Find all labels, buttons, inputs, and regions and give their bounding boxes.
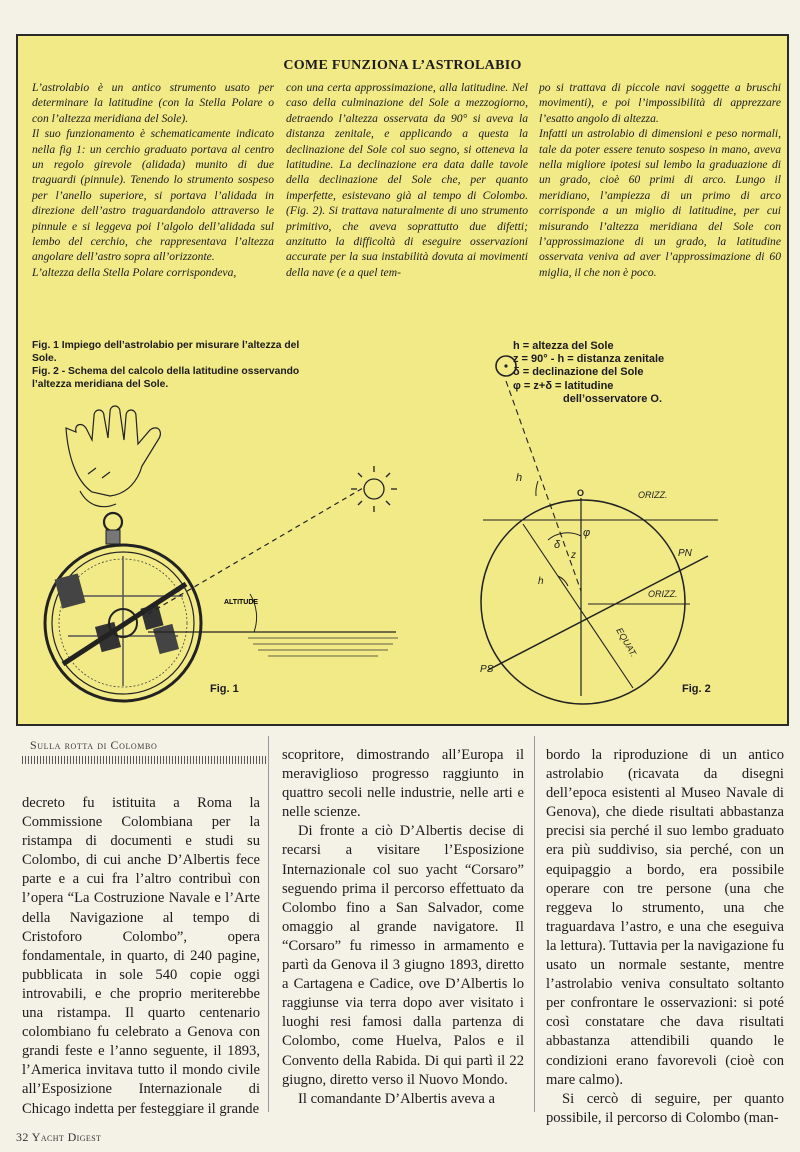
article-column-3 (546, 746, 784, 1128)
sight-line (148, 488, 363, 614)
section-rule (22, 756, 266, 764)
article-paragraph: scopritore, dimostrando all’Europa il meraviglioso progresso raggiunto in quattro secoli nelle industrie, nelle arti e nelle scienze. (282, 747, 524, 821)
fig2-ps: PS (480, 664, 494, 675)
axis-line (523, 524, 633, 688)
ring-shackle (106, 530, 120, 544)
article-column-2 (282, 746, 524, 1109)
fig2-o: O (577, 488, 585, 498)
fig2-orizz-mid: ORIZZ. (648, 589, 678, 599)
article-paragraph: Il comandante D’Albertis aveva a (298, 1090, 495, 1107)
box-paragraph: po si trattava di piccole navi soggette a bruschi movimenti), e poi l’impossibilità di apprezzare l’esatto angolo di altezza. (539, 81, 781, 125)
article-column-1 (22, 794, 260, 1119)
legend-h: h = altezza del Sole (513, 340, 614, 352)
sun-icon (351, 466, 397, 512)
article-paragraph: decreto fu istituita a Roma la Commissione Colombiana per la ristampa di documenti e studi su Colombo, di cui anche D’Albertis fece parte e a cui fra l’altro contribuì con l’opera “La Costruzione Navale e l’Arte della Navigazione al tempo di Cristoforo Colombo”, opera fondamentale, in quarto, di 240 pagine, pubblicata in sole 540 copie oggi introvabili, e che proprio meriterebbe una ristampa. Il quarto centenario colombiano fu celebrato a Genova con grandi feste e l’anno seguente, il 1893, l’America invitava tutto il mondo civile all’Esposizione Internazionale di Chicago indetta per festeggiare il grande (22, 795, 260, 1117)
article-paragraph: bordo la riproduzione di un antico astrolabio (ricavata da disegni dell’epoca esistenti al Museo Navale di Genova), che diede risultati abbastanza precisi sia perché il suo lembo graduato era più suddiviso, sia perché, con un equipaggio a bordo, era possibile operare con tre persone (una che reggeva lo strumento, una che traguardava l’astro, e una che eseguiva la lettura). Tuttavia per la navigazione fu usato un normale sestante, mentre l’astrolabio veniva consultato soltanto per confrontare le osservazioni: si poté così constatare che dava risultati abbastanza attendibili quando le condizioni erano favorevoli (cioè con mare calmo). (546, 747, 784, 1088)
column-separator (534, 736, 535, 1112)
box-paragraph: L’altezza della Stella Polare corrispondeva, (32, 265, 237, 279)
legend-z: z = 90° - h = distanza zenitale (513, 353, 665, 366)
box-paragraph: Il suo funzionamento è schematicamente indicato nella fig 1: un cerchio graduato portava al centro un regolo girevole (alidada) munito di due traguardi (pinnule). Tenendo lo strumento sospeso per l’anello superiore, si portava l’alidada in direzione dell’astro traguardandolo attraverso le pinnule e si leggeva poi l’algolo dell’alidada sul lembo del cerchio, che rappresentava l’altezza angolare dell’astro sopra all’orizzonte. (32, 127, 274, 264)
box-title: COME FUNZIONA L’ASTROLABIO (283, 58, 522, 73)
sea-waves (248, 638, 398, 656)
fig2-z: z (571, 550, 576, 561)
suspension-ring (104, 513, 122, 531)
astrolabe-icon (45, 545, 201, 701)
page-footer: 32 Yacht Digest (16, 1130, 102, 1144)
fig2-h-mid: h (538, 576, 544, 587)
fig2-h-top: h (516, 472, 523, 484)
article-paragraph: Di fronte a ciò D’Albertis decise di recarsi a visitare l’Esposizione Internazionale col suo yacht “Corsaro” seguendo prima il percorso effettuato da Colombo fino a San Salvador, come omaggio al grande navigatore. Il “Corsaro” fu rimesso in armamento e partì da Genova il 3 giugno 1893, diretto a Cartagena e Cadice, ove D’Albertis lo raggiunse via terra dopo aver visitato i luoghi resi famosi dalla partenza di Colombo, come Huelva, Palos e il Convento della Rabida. Di qui partì il 22 giugno, diretto verso il Nuovo Mondo. (282, 823, 524, 1088)
column-separator (268, 736, 269, 1112)
fig2-equat: EQUAT. (614, 626, 639, 659)
legend-delta: δ = declinazione del Sole (513, 366, 644, 379)
legend-observer: dell’osservatore O. (563, 392, 663, 405)
fig2-phi: φ (583, 527, 591, 539)
box-paragraph: L’astrolabio è un antico strumento usato per determinare la latitudine (con la Stella Polare o con l’altezza meridiana del Sole). (32, 81, 274, 125)
equator-line (488, 556, 708, 670)
sun-ray-line (506, 381, 581, 591)
section-head: Sulla rotta di Colombo (30, 738, 158, 752)
fig2-pn: PN (678, 548, 692, 559)
article-paragraph: Si cercò di seguire, per quanto possibile, il percorso di Colombo (man- (546, 1090, 784, 1126)
fig2-drawing (481, 356, 718, 704)
caption-fig2: Fig. 2 - Schema del calcolo della latitudine osservando l’altezza meridiana del Sole. (32, 366, 300, 390)
fig2-orizz-top: ORIZZ. (638, 490, 668, 500)
box-paragraph: Infatti un astrolabio di dimensioni e peso normali, tale da poter essere tenuto sospeso in mano, aveva nella migliore ipotesi sul lembo la graduazione di un grado, cioè 60 primi di arco. Lungo il meridiano, l’ampiezza di un primo di arco corrisponde a un miglio di latitudine, per cui misurando l’altezza meridiana del Sole con l’approssimazione di un grado, la latitudine osservata veniva ad aver l’approssimazione di 60 miglia, il che non è poco. (539, 127, 781, 279)
legend-phi: φ = z+δ = latitudine (513, 379, 614, 392)
fig2-delta: δ (554, 539, 561, 551)
caption-fig1: Fig. 1 Impiego dell’astrolabio per misurare l’altezza del Sole. (32, 340, 300, 364)
fig1-label: Fig. 1 (210, 683, 239, 695)
fig2-label: Fig. 2 (682, 683, 711, 695)
fig1-drawing (18, 36, 787, 724)
altitude-label: ALTITUDE (224, 599, 259, 606)
box-paragraph: con una certa approssimazione, alla latitudine. Nel caso della culminazione del Sole a mezzogiorno, detraendo l’altezza osservata da 90° si aveva la distanza zenitale, e applicando a questa la declinazione del Sole col suo segno, si otteneva la latitudine. La declinazione era data dalle tavole della declinazione del Sole che, per quanto imperfette, esistevano già al tempo di Colombo. (Fig. 2). Si trattava naturalmente di uno strumento primitivo, che aveva soprattutto due difetti; anzitutto la difficoltà di eseguire osservazioni accurate per la sua instabilità dovuta ai movimenti della nave (e a quel tem- (286, 81, 528, 279)
hand-icon (66, 406, 160, 507)
astrolabe-box (16, 34, 789, 726)
